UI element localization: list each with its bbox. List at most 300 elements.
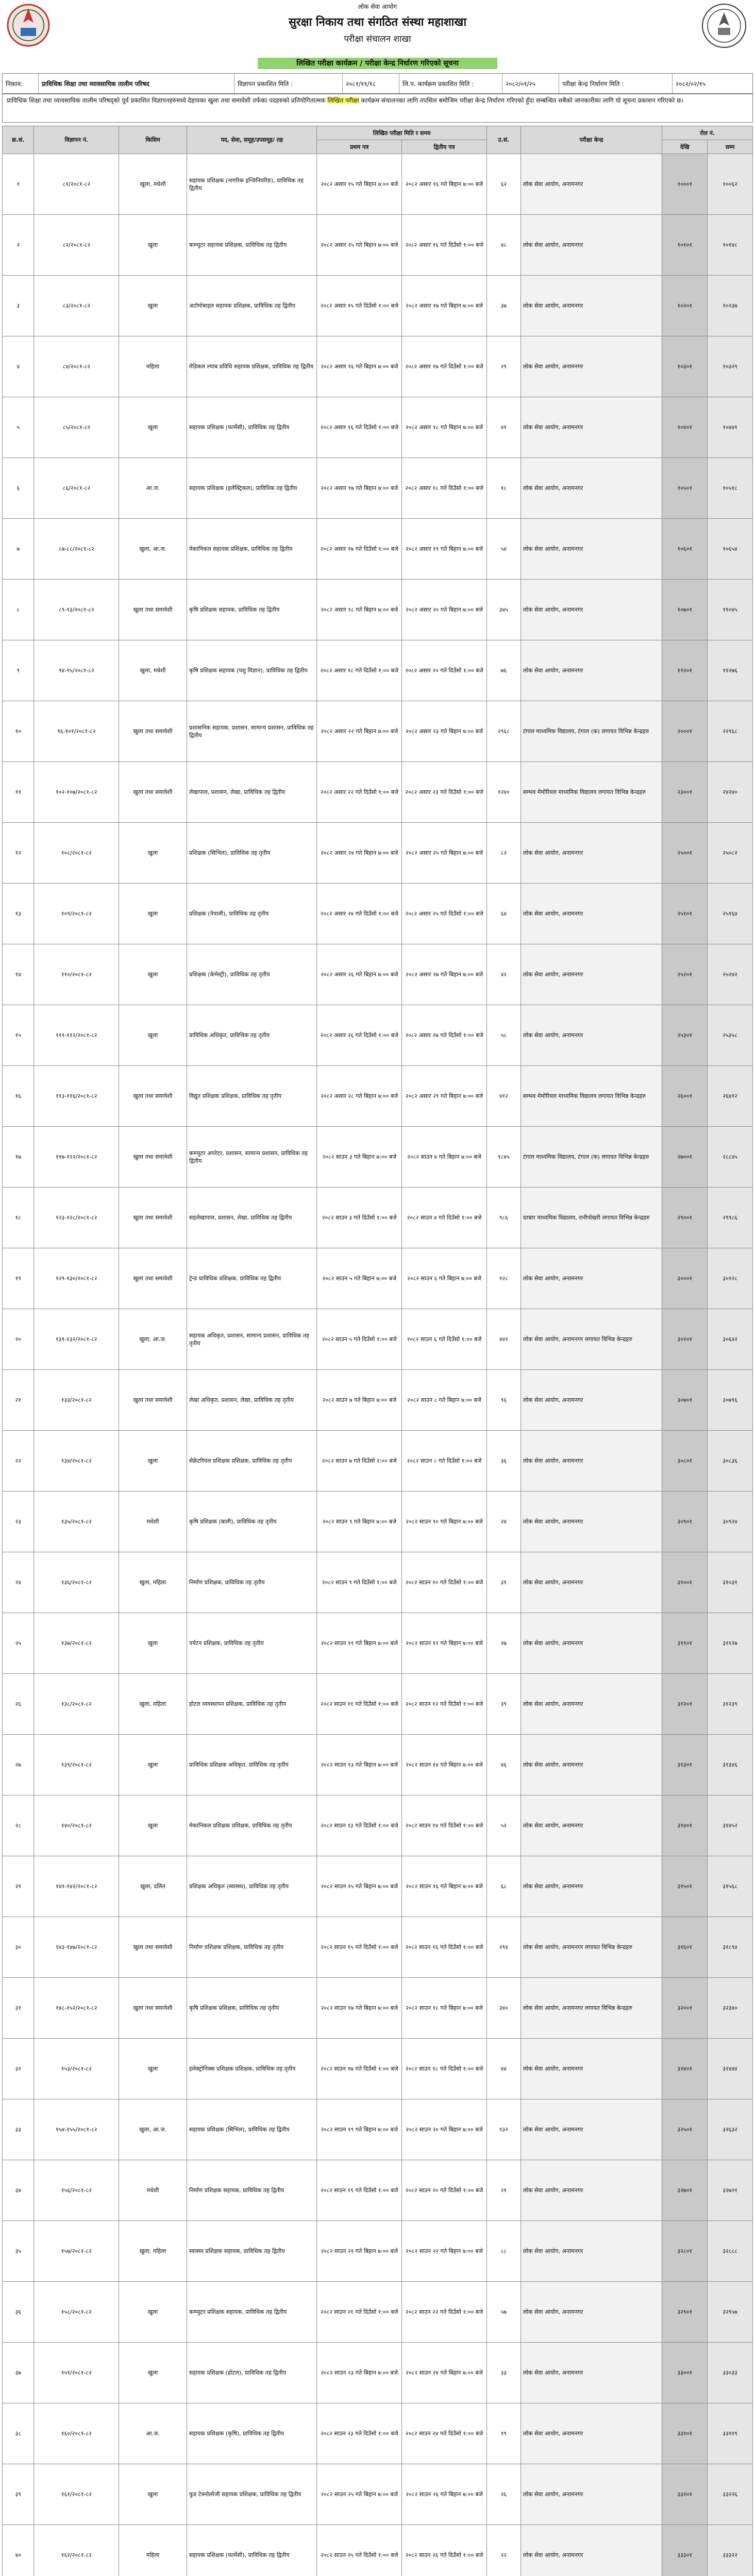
cell-roll-from: २५२०१	[662, 944, 708, 1005]
cell-first-paper: २०८२ साउन ३ गते दिउँसो १:०० बजे	[317, 1188, 402, 1248]
cell-roll-to: २५०८२	[708, 823, 753, 884]
cell-roll-from: १०४०१	[662, 397, 708, 458]
cell-post: सहायक प्रशिक्षक (कृषि), प्राविधिक तह द्वितीय	[187, 2403, 317, 2464]
cell-roll-from: २९००१	[662, 1188, 708, 1248]
table-row	[3, 1309, 753, 1370]
cell-candidates: ४१२	[486, 1066, 521, 1127]
cell-roll-to: ३०६४२	[708, 1309, 753, 1370]
cell-group: खुला, महिला	[119, 1552, 187, 1613]
cell-roll-to: ११२७६	[708, 640, 753, 701]
cell-post: मेकानिकल प्रशिक्षक प्रशिक्षक, प्राविधिक तह तृतीय	[187, 1795, 317, 1856]
cell-center: टंगाल माध्यमिक विद्यालय, टंगाल (क) लगायत विभिन्न केन्द्रहरु	[521, 1127, 662, 1188]
cell-group: खुला, मधेशी	[119, 640, 187, 701]
cell-candidates: २२	[486, 2525, 521, 2576]
cell-center: लोक सेवा आयोग, अनामनगर	[521, 397, 662, 458]
cell-candidates: ३३	[486, 2343, 521, 2403]
cell-sn: २	[3, 215, 34, 276]
cell-candidates: ४४	[486, 2039, 521, 2099]
cell-adv-no: १३९/२०८१-८२	[34, 1735, 119, 1795]
cell-first-paper: २०८२ साउन १३ गते बिहान ७:०० बजे	[317, 1735, 402, 1795]
cell-first-paper: २०८२ साउन २१ गते बिहान ७:०० बजे	[317, 2221, 402, 2282]
table-row	[3, 701, 753, 762]
cell-post: निर्माण प्रशिक्षक सहायक, प्राविधिक तह द्वितीय	[187, 2160, 317, 2221]
cell-group: खुला	[119, 2343, 187, 2403]
cell-center: लोक सेवा आयोग, अनामनगर	[521, 2403, 662, 2464]
cell-roll-from: २७००१	[662, 1127, 708, 1188]
cell-adv-no: १६१/२०८१-८२	[34, 2464, 119, 2525]
cell-roll-to: २५१६४	[708, 884, 753, 944]
cell-post: पर्यटन प्रशिक्षक, प्राविधिक तह तृतीय	[187, 1613, 317, 1674]
cell-second-paper: २०८२ साउन १२ गते बिहान ७:०० बजे	[402, 1613, 487, 1674]
cell-roll-from: २५३०१	[662, 1005, 708, 1066]
cell-roll-to: ३१४५२	[708, 1795, 753, 1856]
cell-center: लोक सेवा आयोग, अनामनगर	[521, 640, 662, 701]
th-adv-no: विज्ञापन नं.	[34, 126, 119, 154]
cell-group: खुला तथा समावेशी	[119, 1127, 187, 1188]
meta-adv-date-label: विज्ञापन प्रकाशित मिति :	[234, 74, 343, 93]
cell-second-paper: २०८२ साउन १२ गते दिउँसो १:०० बजे	[402, 1674, 487, 1735]
cell-roll-to: २६४१२	[708, 1066, 753, 1127]
cell-center: लोक सेवा आयोग, अनामनगर	[521, 1431, 662, 1492]
cell-group: खुला, आ.ज.	[119, 1309, 187, 1370]
cell-group: खुला तथा समावेशी	[119, 1188, 187, 1248]
cell-roll-to: ३११२७	[708, 1613, 753, 1674]
cell-candidates: २७	[486, 1613, 521, 1674]
cell-post: प्राविधिक अधिकृत, प्राविधिक तह तृतीय	[187, 1005, 317, 1066]
cell-sn: २७	[3, 1735, 34, 1795]
cell-sn: ३६	[3, 2282, 34, 2343]
th-second-paper: द्वितीय पत्र	[402, 140, 487, 154]
cell-candidates: ९८६	[486, 1188, 521, 1248]
cell-sn: १३	[3, 884, 34, 944]
cell-second-paper: २०८२ असार २३ गते दिउँसो १:०० बजे	[402, 762, 487, 823]
cell-second-paper: २०८२ साउन २२ गते दिउँसो १:०० बजे	[402, 2282, 487, 2343]
cell-second-paper: २०८२ असार २७ गते बिहान ७:०० बजे	[402, 944, 487, 1005]
cell-post: निर्माण प्रशिक्षक, प्राविधिक तह तृतीय	[187, 1552, 317, 1613]
cell-candidates: ४८	[486, 215, 521, 276]
cell-post: निर्माण प्रशिक्षक प्रशिक्षक, प्राविधिक तह तृतीय	[187, 1917, 317, 1978]
cell-center: लोक सेवा आयोग, अनामनगर	[521, 519, 662, 580]
cell-sn: १६	[3, 1066, 34, 1127]
cell-second-paper: २०८२ साउन २४ गते दिउँसो १:०० बजे	[402, 2403, 487, 2464]
cell-roll-to: ३१२३९	[708, 1674, 753, 1735]
cell-first-paper: २०८२ साउन २१ गते दिउँसो १:०० बजे	[317, 2282, 402, 2343]
cell-adv-no: १५४-१५५/२०८१-८२	[34, 2099, 119, 2160]
cell-sn: ४०	[3, 2525, 34, 2576]
cell-first-paper: २०८२ असार १५ गते बिहान ७:०० बजे	[317, 215, 402, 276]
cell-center: लोक सेवा आयोग, अनामनगर	[521, 336, 662, 397]
cell-adv-no: ८३/२०८१-८२	[34, 276, 119, 336]
cell-roll-to: ३२४४४	[708, 2039, 753, 2099]
cell-adv-no: १११-११२/२०८१-८२	[34, 1005, 119, 1066]
cell-adv-no: १३४/२०८१-८२	[34, 1431, 119, 1492]
cell-second-paper: २०८२ साउन १६ गते बिहान ७:०० बजे	[402, 1856, 487, 1917]
cell-first-paper: २०८२ असार १६ गते दिउँसो १:०० बजे	[317, 397, 402, 458]
table-row	[3, 1370, 753, 1431]
schedule-table-wrap	[2, 126, 753, 2576]
meta-adv-date: २०८१/११/१८	[343, 74, 399, 93]
table-row	[3, 2039, 753, 2099]
cell-center: लोक सेवा आयोग, अनामनगर	[521, 1674, 662, 1735]
cell-candidates: ३९	[486, 1674, 521, 1735]
th-roll-to: सम्म	[708, 140, 753, 154]
cell-center: लोक सेवा आयोग, अनामनगर	[521, 458, 662, 519]
cell-sn: ११	[3, 762, 34, 823]
cell-roll-to: १०३२९	[708, 336, 753, 397]
cell-sn: १९	[3, 1248, 34, 1309]
cell-second-paper: २०८२ असार २० गते बिहान ७:०० बजे	[402, 580, 487, 640]
cell-candidates: ३४०	[486, 1978, 521, 2039]
cell-sn: ९	[3, 640, 34, 701]
cell-first-paper: २०८२ असार १६ गते बिहान ७:०० बजे	[317, 336, 402, 397]
cell-first-paper: २०८२ साउन ३ गते बिहान ७:०० बजे	[317, 1127, 402, 1188]
cell-first-paper: २०८२ असार १८ गते बिहान ७:०० बजे	[317, 580, 402, 640]
cell-center: लोक सेवा आयोग, अनामनगर	[521, 2160, 662, 2221]
table-row	[3, 1127, 753, 1188]
cell-adv-no: १४१-१४२/२०८१-८२	[34, 1856, 119, 1917]
cell-center: लोक सेवा आयोग, अनामनगर	[521, 1613, 662, 1674]
cell-group: खुला तथा समावेशी	[119, 1248, 187, 1309]
cell-group: खुला	[119, 1613, 187, 1674]
cell-second-paper: २०८२ साउन ६ गते दिउँसो १:०० बजे	[402, 1309, 487, 1370]
table-row	[3, 884, 753, 944]
cell-first-paper: २०८२ असार २६ गते दिउँसो १:०० बजे	[317, 1005, 402, 1066]
cell-roll-from: १०२०१	[662, 276, 708, 336]
cell-second-paper: २०८२ असार २३ गते बिहान ७:०० बजे	[402, 701, 487, 762]
cell-candidates: २१	[486, 2160, 521, 2221]
cell-sn: ७	[3, 519, 34, 580]
cell-candidates: ४४२	[486, 1309, 521, 1370]
cell-group: महिला	[119, 2525, 187, 2576]
cell-second-paper: २०८२ असार १६ गते दिउँसो १:०० बजे	[402, 215, 487, 276]
cell-adv-no: १३५/२०८१-८२	[34, 1492, 119, 1552]
cell-second-paper: २०८२ साउन ४ गते दिउँसो १:०० बजे	[402, 1188, 487, 1248]
cell-candidates: ३१	[486, 1552, 521, 1613]
cell-roll-from: ३११०१	[662, 1613, 708, 1674]
cell-sn: ३७	[3, 2343, 34, 2403]
cell-post: कम्प्युटर प्रशिक्षक सहायक, प्राविधिक तह द्वितीय	[187, 2282, 317, 2343]
cell-roll-to: २४२४०	[708, 762, 753, 823]
cell-adv-no: १५९/२०८१-८२	[34, 2343, 119, 2403]
cell-first-paper: २०८२ असार २६ गते बिहान ७:०० बजे	[317, 944, 402, 1005]
cell-center: लोक सेवा आयोग, अनामनगर	[521, 823, 662, 884]
cell-adv-no: ८४/२०८१-८२	[34, 336, 119, 397]
cell-candidates: ४६	[486, 1735, 521, 1795]
cell-candidates: ५४	[486, 519, 521, 580]
cell-post: सहलेखापाल, प्रशासन, लेखा, प्राविधिक तह द्वितीय	[187, 1188, 317, 1248]
cell-candidates: ४१	[486, 397, 521, 458]
cell-center: सम्भव मेमोरियल माध्यमिक विद्यालय लगायत विभिन्न केन्द्रहरु	[521, 762, 662, 823]
table-row	[3, 336, 753, 397]
cell-sn: ३५	[3, 2221, 34, 2282]
cell-adv-no: ८५/२०८१-८२	[34, 397, 119, 458]
cell-sn: ४	[3, 336, 34, 397]
table-row	[3, 1917, 753, 1978]
cell-first-paper: २०८२ साउन ७ गते दिउँसो १:०० बजे	[317, 1431, 402, 1492]
table-row	[3, 944, 753, 1005]
cell-post: लेखापाल, प्रशासन, लेखा, प्राविधिक तह द्वितीय	[187, 762, 317, 823]
cell-sn: २०	[3, 1309, 34, 1370]
cell-center: दरबार माध्यमिक विद्यालय, रानीपोखरी लगायत विभिन्न केन्द्रहरु	[521, 1188, 662, 1248]
cell-adv-no: ८७-८८/२०८१-८२	[34, 519, 119, 580]
table-row	[3, 1552, 753, 1613]
cell-roll-from: ११२०१	[662, 640, 708, 701]
cell-roll-from: १०१०१	[662, 215, 708, 276]
cell-sn: ३१	[3, 1978, 34, 2039]
cell-sn: १	[3, 154, 34, 215]
cell-adv-no: १४८-१५२/२०८१-८२	[34, 1978, 119, 2039]
table-row	[3, 397, 753, 458]
cell-second-paper: २०८२ साउन १० गते बिहान ७:०० बजे	[402, 1492, 487, 1552]
cell-second-paper: २०८२ असार २५ गते बिहान ७:०० बजे	[402, 823, 487, 884]
cell-roll-to: ३२३४०	[708, 1978, 753, 2039]
cell-roll-to: ३०१२८	[708, 1248, 753, 1309]
cell-candidates: ५२	[486, 1795, 521, 1856]
cell-candidates: ७६	[486, 640, 521, 701]
cell-adv-no: ११७-१२२/२०८१-८२	[34, 1127, 119, 1188]
cell-sn: १५	[3, 1005, 34, 1066]
cell-second-paper: २०८२ साउन १४ गते दिउँसो १:०० बजे	[402, 1795, 487, 1856]
cell-first-paper: २०८२ साउन २३ गते दिउँसो १:०० बजे	[317, 2403, 402, 2464]
cell-adv-no: १३७/२०८१-८२	[34, 1613, 119, 1674]
cell-post: इलेक्ट्रोनिक्स प्रशिक्षक प्रशिक्षक, प्राविधिक तह तृतीय	[187, 2039, 317, 2099]
table-row	[3, 2525, 753, 2576]
cell-second-paper: २०८२ असार १६ गते बिहान ७:०० बजे	[402, 154, 487, 215]
cell-candidates: ३४५	[486, 580, 521, 640]
cell-group: खुला	[119, 1795, 187, 1856]
cell-second-paper: २०८२ असार १७ गते दिउँसो १:०० बजे	[402, 336, 487, 397]
cell-center: लोक सेवा आयोग, अनामनगर	[521, 2039, 662, 2099]
cell-adv-no: १४०/२०८१-८२	[34, 1795, 119, 1856]
cell-group: खुला	[119, 397, 187, 458]
cell-center: लोक सेवा आयोग, अनामनगर	[521, 2282, 662, 2343]
cell-post: कम्प्युटर अपरेटर, प्रशासन, सामान्य प्रशासन, प्राविधिक तह द्वितीय	[187, 1127, 317, 1188]
cell-post: सहायक प्रशिक्षक (होटल), प्राविधिक तह द्वितीय	[187, 2343, 317, 2403]
cell-sn: २८	[3, 1795, 34, 1856]
table-row	[3, 1674, 753, 1735]
cell-second-paper: २०८२ साउन १४ गते बिहान ७:०० बजे	[402, 1735, 487, 1795]
cell-group: खुला तथा समावेशी	[119, 1917, 187, 1978]
cell-roll-to: १०५१८	[708, 458, 753, 519]
cell-second-paper: २०८२ असार १८ गते दिउँसो १:०० बजे	[402, 458, 487, 519]
th-center: परीक्षा केन्द्र	[521, 126, 662, 154]
cell-candidates: ५८	[486, 1005, 521, 1066]
table-row	[3, 2343, 753, 2403]
cell-roll-from: २६००१	[662, 1066, 708, 1127]
cell-roll-from: २३००१	[662, 762, 708, 823]
cell-candidates: १३२	[486, 2099, 521, 2160]
cell-roll-to: १०४४१	[708, 397, 753, 458]
cell-roll-to: ३१०३१	[708, 1552, 753, 1613]
cell-second-paper: २०८२ असार १७ गते बिहान ७:०० बजे	[402, 276, 487, 336]
cell-second-paper: २०८२ साउन २० गते दिउँसो १:०० बजे	[402, 2160, 487, 2221]
cell-group: खुला तथा समावेशी	[119, 1066, 187, 1127]
meta-center-date: २०८२/०२/१५	[676, 80, 706, 88]
cell-group: महिला	[119, 336, 187, 397]
cell-adv-no: १५६/२०८१-८२	[34, 2160, 119, 2221]
cell-first-paper: २०८२ साउन ५ गते बिहान ७:०० बजे	[317, 1248, 402, 1309]
cell-group: मधेशी	[119, 2160, 187, 2221]
cell-roll-to: ३३३२२	[708, 2525, 753, 2576]
table-row	[3, 2099, 753, 2160]
cell-adv-no: १६२/२०८१-८२	[34, 2525, 119, 2576]
table-row	[3, 2403, 753, 2464]
cell-second-paper: २०८२ साउन १० गते दिउँसो १:०० बजे	[402, 1552, 487, 1613]
cell-roll-to: ३३०३३	[708, 2343, 753, 2403]
cell-post: सहायक प्रशिक्षक (इलेक्ट्रिकल), प्राविधिक तह द्वितीय	[187, 458, 317, 519]
cell-adv-no: ११३-११६/२०८१-८२	[34, 1066, 119, 1127]
cell-group: खुला, मधेशी	[119, 154, 187, 215]
cell-second-paper: २०८२ असार २७ गते दिउँसो १:०० बजे	[402, 1005, 487, 1066]
cell-second-paper: २०८२ साउन २६ गते बिहान ७:०० बजे	[402, 2464, 487, 2525]
cell-post: सहायक प्रशिक्षक (फार्मेसी), प्राविधिक तह द्वितीय	[187, 397, 317, 458]
notice-title: लिखित परीक्षा कार्यक्रम / परीक्षा केन्द्र निर्धारण गरिएको सूचना	[258, 58, 497, 69]
cell-center: लोक सेवा आयोग, अनामनगर	[521, 1370, 662, 1431]
cell-roll-from: २५१०१	[662, 884, 708, 944]
cell-roll-to: ३२९५७	[708, 2282, 753, 2343]
table-row	[3, 1613, 753, 1674]
cell-candidates: ९६	[486, 1370, 521, 1431]
th-roll-no: रोल नं.	[662, 126, 753, 140]
cell-post: कृषि प्रशिक्षक प्रशिक्षक, प्राविधिक तह तृतीय	[187, 1978, 317, 2039]
cell-center: लोक सेवा आयोग, अनामनगर	[521, 2099, 662, 2160]
cell-group: मधेशी	[119, 1492, 187, 1552]
cell-center: सम्भव मेमोरियल माध्यमिक विद्यालय लगायत विभिन्न केन्द्रहरु	[521, 1066, 662, 1127]
cell-second-paper: २०८२ असार १९ गते बिहान ७:०० बजे	[402, 519, 487, 580]
cell-second-paper: २०८२ साउन ६ गते बिहान ७:०० बजे	[402, 1248, 487, 1309]
cell-first-paper: २०८२ असार २४ गते बिहान ७:०० बजे	[317, 823, 402, 884]
cell-roll-to: १०२३७	[708, 276, 753, 336]
cell-adv-no: १५८/२०८१-८२	[34, 2282, 119, 2343]
cell-center: लोक सेवा आयोग, अनामनगर	[521, 2221, 662, 2282]
cell-roll-to: ३०८३६	[708, 1431, 753, 1492]
cell-group: आ.ज.	[119, 458, 187, 519]
cell-post: कृषि प्रशिक्षक सहायक, प्राविधिक तह द्वितीय	[187, 580, 317, 640]
table-row	[3, 1795, 753, 1856]
cell-center: लोक सेवा आयोग, अनामनगर लगायत विभिन्न केन्द्रहरु	[521, 1917, 662, 1978]
cell-post: सहायक प्रशिक्षक (सिभिल), प्राविधिक तह द्वितीय	[187, 2099, 317, 2160]
cell-sn: ३४	[3, 2160, 34, 2221]
cell-second-paper: २०८२ असार २५ गते दिउँसो १:०० बजे	[402, 884, 487, 944]
cell-center: लोक सेवा आयोग, अनामनगर	[521, 884, 662, 944]
cell-post: प्रशिक्षक (नेपाली), प्राविधिक तह तृतीय	[187, 884, 317, 944]
cell-center: लोक सेवा आयोग, अनामनगर	[521, 215, 662, 276]
cell-post: अटोमोबाइल सहायक प्रशिक्षक, प्राविधिक तह द्वितीय	[187, 276, 317, 336]
meta-center-date-label: परीक्षा केन्द्र निर्धारण मिति :	[559, 74, 673, 93]
cell-roll-from: ३१३०१	[662, 1735, 708, 1795]
cell-sn: २३	[3, 1492, 34, 1552]
cell-roll-to: ३०७९६	[708, 1370, 753, 1431]
cell-first-paper: २०८२ साउन १५ गते दिउँसो १:०० बजे	[317, 1917, 402, 1978]
meta-org-label: निकाय:	[3, 74, 39, 93]
cell-first-paper: २०८२ साउन ९ गते दिउँसो १:०० बजे	[317, 1552, 402, 1613]
cell-center: लोक सेवा आयोग, अनामनगर	[521, 944, 662, 1005]
header	[0, 0, 755, 67]
cell-roll-to: ३१८९४	[708, 1917, 753, 1978]
cell-post: कृषि प्रशिक्षक सहायक (पशु विज्ञान), प्राविधिक तह द्वितीय	[187, 640, 317, 701]
table-row	[3, 1188, 753, 1248]
table-row	[3, 2160, 753, 2221]
cell-roll-from: ३३००१	[662, 2343, 708, 2403]
cell-second-paper: २०८२ साउन २० गते बिहान ७:०० बजे	[402, 2099, 487, 2160]
cell-group: खुला	[119, 944, 187, 1005]
cell-roll-from: २५००१	[662, 823, 708, 884]
cell-roll-from: ३२८०१	[662, 2221, 708, 2282]
th-exam-time: लिखित परीक्षा मिति र समय	[317, 126, 486, 140]
cell-group: खुला	[119, 884, 187, 944]
cell-adv-no: १०९/२०८१-८२	[34, 884, 119, 944]
cell-candidates: ८२	[486, 823, 521, 884]
intro-before: प्राविधिक शिक्षा तथा व्यावसायिक तालीम परिषद्को पूर्व प्रकाशित विज्ञापनहरुमध्ये देहायका खुला तथा समावेशी तर्फका पदहरुको प्रतियोगितात्मक	[7, 97, 328, 104]
cell-roll-from: ३०२०१	[662, 1309, 708, 1370]
cell-candidates: २९६८	[486, 701, 521, 762]
cell-adv-no: १५३/२०८१-८२	[34, 2039, 119, 2099]
table-row	[3, 458, 753, 519]
cell-center: लोक सेवा आयोग, अनामनगर	[521, 1552, 662, 1613]
cell-sn: २१	[3, 1370, 34, 1431]
cell-sn: २२	[3, 1431, 34, 1492]
cell-group: खुला	[119, 1431, 187, 1492]
cell-first-paper: २०८२ साउन ११ गते बिहान ७:०० बजे	[317, 1613, 402, 1674]
cell-roll-to: १०१४८	[708, 215, 753, 276]
cell-group: खुला	[119, 1735, 187, 1795]
cell-group: आ.ज.	[119, 2403, 187, 2464]
cell-center: लोक सेवा आयोग, अनामनगर	[521, 1735, 662, 1795]
meta-program-date: २०८२/०१/२५	[502, 74, 559, 93]
cell-first-paper: २०८२ असार २२ गते दिउँसो १:०० बजे	[317, 762, 402, 823]
intro-text	[2, 94, 753, 123]
cell-candidates: ६२	[486, 154, 521, 215]
cell-roll-to: ३३२२६	[708, 2464, 753, 2525]
cell-roll-from: ३२००१	[662, 1978, 708, 2039]
cell-roll-to: १०६५४	[708, 519, 753, 580]
cell-roll-from: ३१५०१	[662, 1856, 708, 1917]
cell-roll-from: १०५०१	[662, 458, 708, 519]
cell-sn: ३	[3, 276, 34, 336]
cell-adv-no: ८२/२०८१-८२	[34, 215, 119, 276]
table-row	[3, 1066, 753, 1127]
th-first-paper: प्रथम पत्र	[317, 140, 402, 154]
cell-roll-from: ३३२०१	[662, 2464, 708, 2525]
cell-adv-no: १२९-१३०/२०८१-८२	[34, 1248, 119, 1309]
meta-org-value: प्राविधिक शिक्षा तथा व्यावसायिक तालीम परिषद	[39, 74, 234, 93]
table-row	[3, 2282, 753, 2343]
cell-group: खुला, आ.ज.	[119, 2099, 187, 2160]
cell-sn: १४	[3, 944, 34, 1005]
intro-after: कार्यक्रम संचालनका लागि तपसिल बमोजिम परीक्षा केन्द्र निर्धारण गरिएको हुँदा सम्बन्धित सबैको जानकारीका लागि यो सूचना प्रकाशन गरिएको छ।	[359, 97, 683, 104]
cell-roll-to: ३२७२१	[708, 2160, 753, 2221]
cell-post: प्रशासनिक सहायक, प्रशासन, सामान्य प्रशासन, प्राविधिक तह द्वितीय	[187, 701, 317, 762]
cell-center: लोक सेवा आयोग, अनामनगर	[521, 1492, 662, 1552]
cell-roll-from: ३०७०१	[662, 1370, 708, 1431]
cell-adv-no: १०८/२०८१-८२	[34, 823, 119, 884]
meta-bar	[2, 73, 753, 94]
cell-sn: ३२	[3, 2039, 34, 2099]
table-row	[3, 2464, 753, 2525]
cell-roll-to: २९९८६	[708, 1188, 753, 1248]
cell-post: सहायक अधिकृत, प्रशासन, सामान्य प्रशासन, प्राविधिक तह तृतीय	[187, 1309, 317, 1370]
meta-program-date-label: लि.प. कार्यक्रम प्रकाशित मिति :	[399, 74, 502, 93]
cell-first-paper: २०८२ असार २८ गते बिहान ७:०० बजे	[317, 1066, 402, 1127]
cell-candidates: १९	[486, 2403, 521, 2464]
cell-roll-from: ३१४०१	[662, 1795, 708, 1856]
cell-sn: २४	[3, 1552, 34, 1613]
cell-sn: १७	[3, 1127, 34, 1188]
cell-first-paper: २०८२ साउन १९ गते दिउँसो १:०० बजे	[317, 2160, 402, 2221]
cell-roll-to: ३२८८८	[708, 2221, 753, 2282]
cell-post: मेकानिकल सहायक प्रशिक्षक, प्राविधिक तह द्वितीय	[187, 519, 317, 580]
table-row	[3, 1431, 753, 1492]
